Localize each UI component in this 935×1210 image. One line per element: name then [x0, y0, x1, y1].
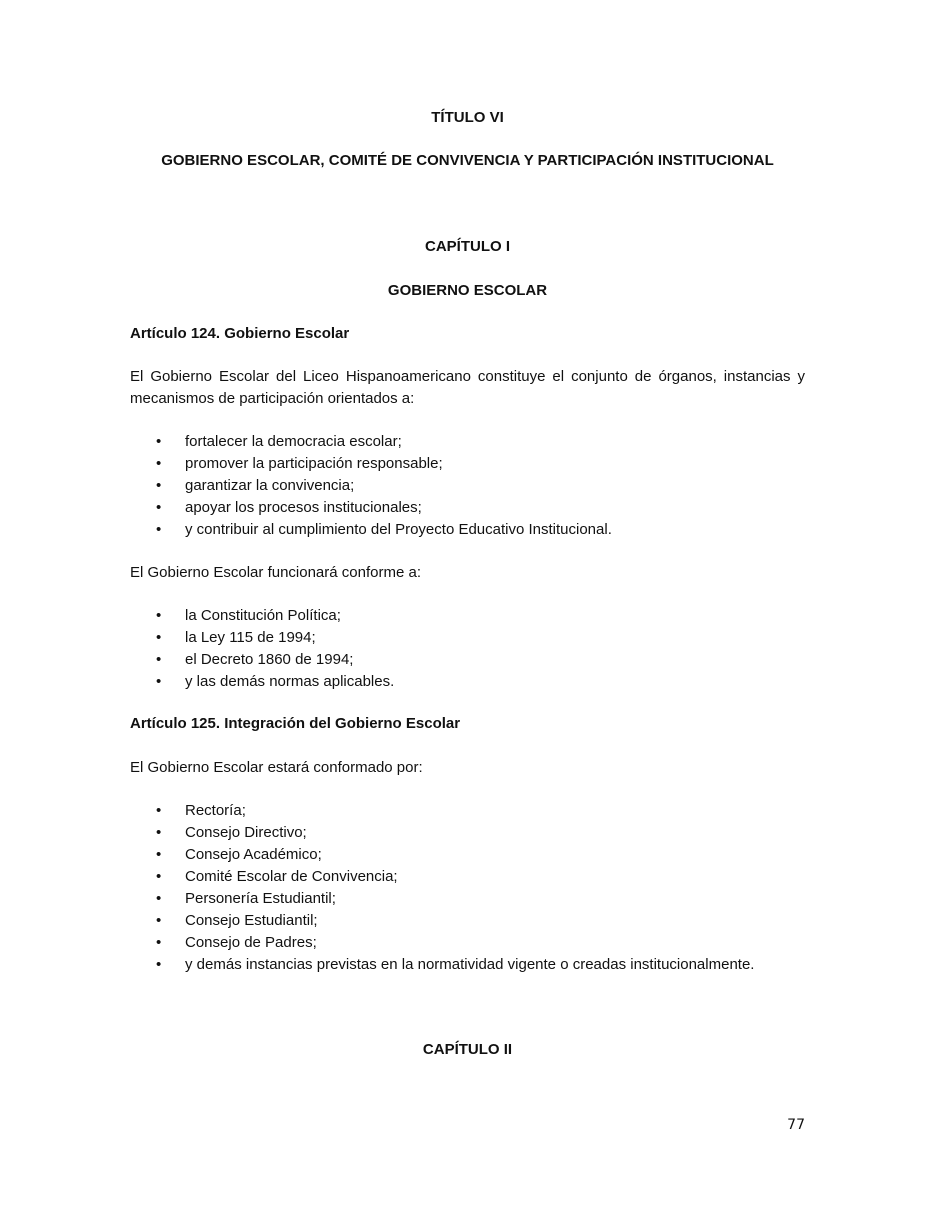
list-item: • y contribuir al cumplimiento del Proyecto Educativo Institucional.	[130, 519, 612, 541]
article-124-intro: El Gobierno Escolar del Liceo Hispanoamericano constituye el conjunto de órganos, instancias y mecanismos de participación orientados a:	[130, 368, 805, 407]
bullet-icon: •	[156, 455, 162, 472]
chapter-2-label: CAPÍTULO II	[422, 1041, 513, 1058]
bullet-icon: •	[156, 499, 162, 516]
bullet-icon: •	[156, 846, 162, 863]
bullet-icon: •	[156, 934, 162, 951]
chapter-1-label: CAPÍTULO I	[425, 238, 510, 255]
page-number: 77	[787, 1117, 805, 1133]
list-item: • la Constitución Política;	[130, 605, 394, 627]
list-item: • Personería Estudiantil;	[130, 888, 754, 910]
list-item: • y las demás normas aplicables.	[130, 671, 394, 693]
article-125-list	[130, 800, 754, 976]
bullet-icon: •	[156, 607, 162, 624]
list-item: • fortalecer la democracia escolar;	[130, 431, 612, 453]
title-number: TÍTULO VI	[431, 109, 504, 126]
bullet-icon: •	[156, 433, 162, 450]
bullet-icon: •	[156, 890, 162, 907]
list-item: • promover la participación responsable;	[130, 453, 612, 475]
title-name: GOBIERNO ESCOLAR, COMITÉ DE CONVIVENCIA Y PARTICIPACIÓN INSTITUCIONAL	[161, 152, 774, 169]
list-item: • Consejo de Padres;	[130, 932, 754, 954]
bullet-icon: •	[156, 912, 162, 929]
list-item: • y demás instancias previstas en la normatividad vigente o creadas institucionalmente.	[130, 954, 754, 976]
article-124-list-2	[130, 605, 394, 693]
list-item: • Consejo Estudiantil;	[130, 910, 754, 932]
bullet-icon: •	[156, 521, 162, 538]
article-125-heading: Artículo 125. Integración del Gobierno Escolar	[130, 715, 461, 732]
list-item: • el Decreto 1860 de 1994;	[130, 649, 394, 671]
list-item: • Rectoría;	[130, 800, 754, 822]
list-item: • apoyar los procesos institucionales;	[130, 497, 612, 519]
list-item: • garantizar la convivencia;	[130, 475, 612, 497]
article-124-list	[130, 431, 612, 541]
bullet-icon: •	[156, 629, 162, 646]
bullet-icon: •	[156, 651, 162, 668]
bullet-icon: •	[156, 824, 162, 841]
bullet-icon: •	[156, 868, 162, 885]
bullet-icon: •	[156, 477, 162, 494]
bullet-icon: •	[156, 802, 162, 819]
chapter-1-name: GOBIERNO ESCOLAR	[387, 282, 548, 299]
article-124-heading: Artículo 124. Gobierno Escolar	[130, 325, 350, 342]
bullet-icon: •	[156, 673, 162, 690]
list-item: • Consejo Académico;	[130, 844, 754, 866]
article-124-intro-2: El Gobierno Escolar funcionará conforme a:	[130, 564, 421, 581]
article-125-intro: El Gobierno Escolar estará conformado por:	[130, 759, 423, 776]
list-item: • Comité Escolar de Convivencia;	[130, 866, 754, 888]
list-item: • Consejo Directivo;	[130, 822, 754, 844]
list-item: • la Ley 115 de 1994;	[130, 627, 394, 649]
bullet-icon: •	[156, 956, 162, 973]
